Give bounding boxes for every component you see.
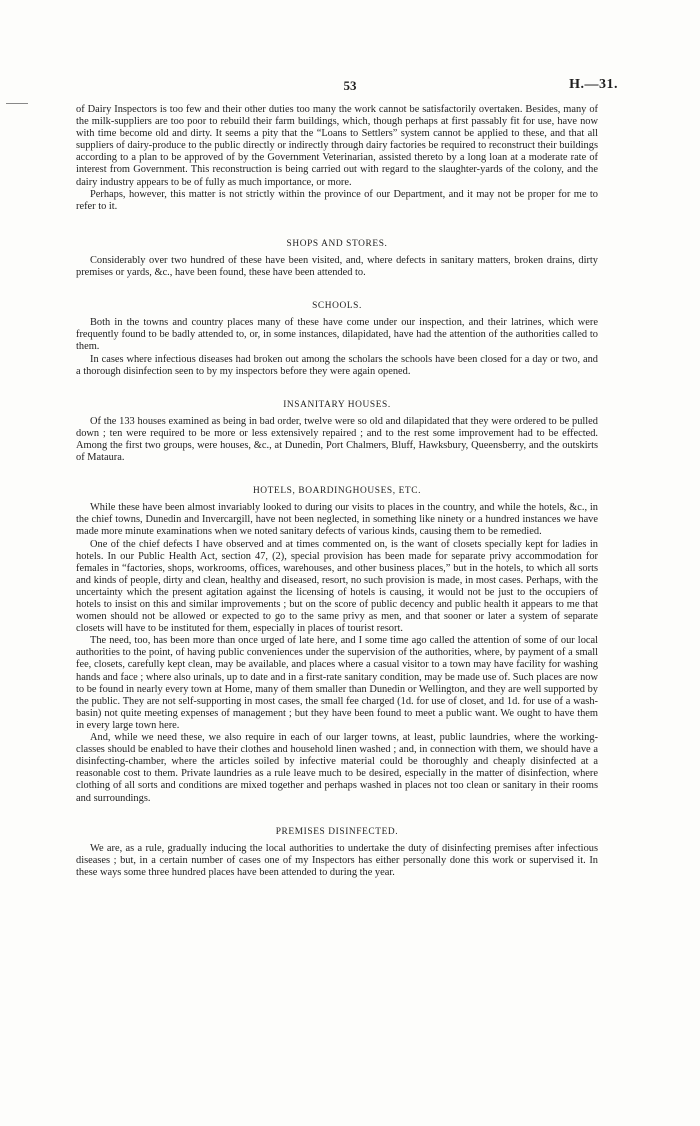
page-number: 53 xyxy=(343,78,357,93)
section-heading-hotels: HOTELS, BOARDINGHOUSES, ETC. xyxy=(252,486,422,497)
margin-mark xyxy=(6,103,28,104)
paragraph: One of the chief defects I have observed and at times commented on, is the want of closets specially kept for ladies in hotels. In our Public Health Act, section 47, (2), special provision has been made for separate privy accommodation for females in “factories, shops, workrooms, offices, warehouses, and other business places,” but in the hotels, to which all sorts and kinds of people, dirty and clean, healthy and diseased, resort, no such provision is made, in most cases. Perhaps, with the uncertainty which the present agitation against the licensing of hotels is causing, it would not be just to the occupiers of hotels to insist on this and similar improvements ; but on the score of public decency and public health it appears to me that women should not be allowed or expected to go to the same privy as men, and that sooner or later a system of separate closets will have to be instituted for them, especially in places of tourist resort. xyxy=(76,538,598,635)
section-heading-shops: SHOPS AND STORES. xyxy=(286,238,388,249)
paragraph: While these have been almost invariably looked to during our visits to places in the country, and while the hotels, &c., in the chief towns, Dunedin and Invercargill, have not been neglected, in something like ninety or a hundred instances we have made more minute examinations when we noted sanitary defects of various kinds, causing them to be remedied. xyxy=(76,502,598,538)
paragraph: Perhaps, however, this matter is not strictly within the province of our Department, and it may not be proper for me to refer to it. xyxy=(76,188,598,212)
paragraph: of Dairy Inspectors is too few and their other duties too many the work cannot be satisfactorily overtaken. Besides, many of the milk-suppliers are too poor to rebuild their farm buildings, which, though perhaps at first passably fit for use, have now with time become old and dirty. It seems a pity that the “Loans to Settlers” system cannot be applied to these, and that all suppliers of dairy-produce to the public directly or indirectly through dairy factories be required to reconstruct their buildings according to a plan to be approved of by the Government Veterinarian, assisted thereto by a long loan at a moderate rate of interest from Government. This reconstruction is being carried out with regard to the slaughter-yards of the colony, and the dairy industry appears to be of fully as much importance, or more. xyxy=(76,104,598,188)
section-heading-schools: SCHOOLS. xyxy=(312,301,362,312)
paragraph: Of the 133 houses examined as being in bad order, twelve were so old and dilapidated that they were ordered to be pulled down ; ten were required to be more or less extensively repaired ; and to the rest some improvement had to be effected. Among the first two groups, were houses, &c., at Dunedin, Port Chalmers, Bluff, Hawksbury, Queensberry, and the outskirts of Mataura. xyxy=(76,415,598,464)
paragraph: And, while we need these, we also require in each of our larger towns, at least, public laundries, where the working-classes should be enabled to have their clothes and household linen washed ; and, in connection with them, we should have a disinfecting-chamber, where the articles soiled by infective material could be thoroughly and cheaply disinfected at a reasonable cost to them. Private laundries as a rule leave much to be desired, especially in the matter of disinfection, where clothing of all sorts and conditions are mixed together and perhaps washed in places not too clean or sanitary in their rooms and surroundings. xyxy=(76,732,598,804)
paragraph: We are, as a rule, gradually inducing the local authorities to undertake the duty of disinfecting premises after infectious diseases ; but, in a certain number of cases one of my Inspectors has either personally done this work or supervised it. In these ways some three hundred places have been attended to during the year. xyxy=(76,842,598,878)
paragraph: Both in the towns and country places many of these have come under our inspection, and their latrines, which were frequently found to be badly attended to, or, in some instances, dilapidated, have had the attention of the authorities called to them. xyxy=(76,317,598,353)
document-reference: H.—31. xyxy=(569,77,618,92)
page-body xyxy=(76,104,598,879)
section-heading-insanitary-houses: INSANITARY HOUSES. xyxy=(283,399,391,410)
paragraph: Considerably over two hundred of these have been visited, and, where defects in sanitary matters, broken drains, dirty premises or yards, &c., have been found, these have been attended to. xyxy=(76,254,598,279)
section-heading-premises-disinfected: PREMISES DISINFECTED. xyxy=(275,826,399,837)
paragraph: In cases where infectious diseases had broken out among the scholars the schools have been closed for a day or two, and a thorough disinfection seen to by my inspectors before they were again opened. xyxy=(76,353,598,377)
paragraph: The need, too, has been more than once urged of late here, and I some time ago called the attention of some of our local authorities to the point, of having public conveniences under the supervision of the authorities, where, by payment of a small fee, closets, carefully kept clean, may be available, and places where a casual visitor to a town may have facility for washing hands and face ; where also urinals, up to date and in a first-rate sanitary condition, may be made use of. Such places are now to be found in nearly every town at Home, many of them smaller than Dunedin or Wellington, and they are well supported by the public. They are not self-supporting in most cases, the small fee charged (1d. for use of closet, and 1d. for use of a wash-basin) not quite meeting expenses of management ; but they have been found to meet a public want. We ought to have them in every large town here. xyxy=(76,635,598,731)
